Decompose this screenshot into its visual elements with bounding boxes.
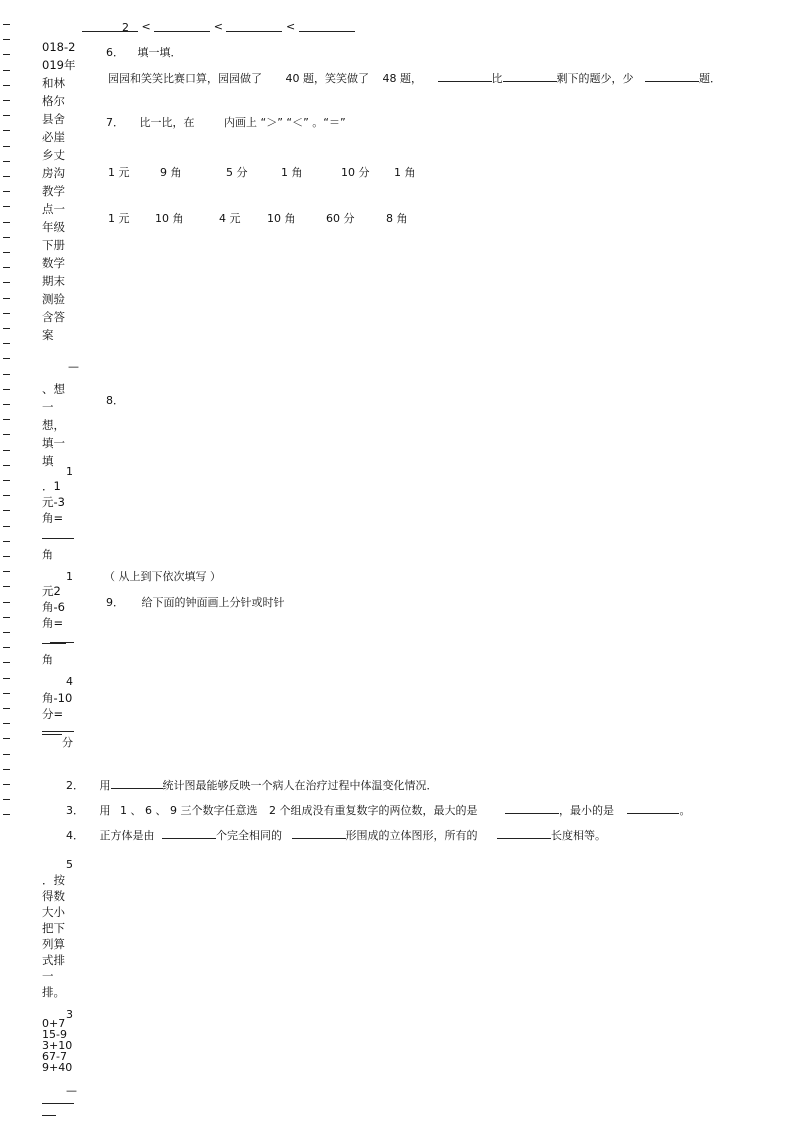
margin-dash (3, 100, 10, 101)
q6-val-b: 48 (382, 72, 397, 85)
q6-text-a: 园园和笑笑比赛口算，园园做了 (108, 72, 262, 85)
margin-dash (3, 541, 10, 542)
q4-blank-1 (162, 827, 216, 839)
margin-dash (3, 222, 10, 223)
q6-blank-1 (438, 70, 492, 82)
margin-dash (3, 343, 10, 344)
q7-cell: 5 分 (226, 166, 248, 179)
margin-dash (3, 328, 10, 329)
margin-dash (3, 298, 10, 299)
margin-dash (3, 586, 10, 587)
q1-c: 角-10分= (42, 691, 73, 721)
margin-dash (3, 662, 10, 663)
q1-a-blank2 (42, 538, 66, 539)
q4-blank-2 (292, 827, 346, 839)
margin-dash (3, 146, 10, 147)
q4-d: 长度相等。 (551, 829, 606, 842)
q5-text: ．按得数大小把下列算式排一排。 (42, 873, 65, 999)
q2-line (66, 777, 438, 793)
q1-c-blank2 (42, 734, 62, 735)
margin-dash (3, 617, 10, 618)
q1-b-blank (50, 631, 74, 643)
margin-dash (3, 252, 10, 253)
q1-b-blank2 (42, 643, 66, 644)
q5-marker2: 3 (66, 1008, 73, 1021)
margin-dash (3, 602, 10, 603)
q6-text-b: 题，笑笑做了 (303, 72, 369, 85)
margin-dash (3, 693, 10, 694)
q5-expr: 3+10 (42, 1039, 73, 1052)
doc-title: 018-2019年和林格尔县舍必崖乡丈房沟教学点一年级下册数学期末测验含答案 (42, 40, 76, 342)
q7-cell: 9 角 (160, 166, 182, 179)
q2-a: 用 (99, 779, 111, 792)
q3-blank-max (505, 802, 559, 814)
q5-expr: 0+7 (42, 1017, 66, 1030)
q1-c-blank (42, 720, 74, 732)
q7-cell: 60 分 (326, 212, 355, 225)
margin-dash (3, 556, 10, 557)
q5-blank (42, 1092, 74, 1104)
margin-dash (3, 24, 10, 25)
q3-d: 个组成没有重复数字的两位数，最大的是 (279, 804, 478, 817)
margin-dash (3, 708, 10, 709)
q1-marker: 1 (66, 465, 73, 478)
q6-blank-3 (645, 70, 699, 82)
section-heading: 、想一想，填一填 (42, 382, 65, 468)
q4-b: 个完全相同的 (216, 829, 282, 842)
margin-dash (3, 784, 10, 785)
q4-c: 形围成的立体图形，所有的 (345, 829, 478, 842)
q5-dash: — (66, 1084, 77, 1097)
q7-header (106, 114, 346, 130)
top-prefix: 2 (122, 21, 129, 34)
margin-dash (3, 115, 10, 116)
top-blank (154, 20, 210, 32)
q1-c-marker: 4 (66, 675, 73, 688)
margin-dash (3, 571, 10, 572)
margin-dash (3, 754, 10, 755)
q6-body (108, 70, 721, 86)
margin-dash (3, 419, 10, 420)
q6-text-f: 题． (699, 72, 721, 85)
q3-e: ，最小的是 (558, 804, 614, 817)
q6-title: 填一填． (137, 46, 182, 59)
q9-num: 9． (106, 596, 124, 609)
margin-dash (3, 176, 10, 177)
q7-cell: 1 角 (394, 166, 416, 179)
q1-a-unit: 角 (42, 548, 53, 561)
margin-dash (3, 404, 10, 405)
lt-sign: < (213, 20, 223, 33)
margin-dash (3, 769, 10, 770)
top-line (82, 20, 355, 35)
q7-cell: 1 元 (108, 212, 130, 225)
q6-blank-2 (503, 70, 557, 82)
q4-line (66, 827, 606, 843)
q6-text-d: 比 (491, 72, 503, 85)
margin-dash (3, 374, 10, 375)
q4-blank-3 (497, 827, 551, 839)
section-dash: — (68, 360, 79, 373)
q5-expr-list (42, 1018, 72, 1073)
lt-sign: < (285, 20, 296, 33)
margin-dash (3, 799, 10, 800)
q3-num: 3． (66, 804, 84, 817)
q1-b: 元2角-6角= (42, 584, 65, 630)
margin-dash (3, 480, 10, 481)
margin-dash (3, 434, 10, 435)
margin-dash (3, 814, 10, 815)
margin-dash (3, 237, 10, 238)
top-blank (82, 20, 138, 32)
top-blank (226, 20, 282, 32)
q8-num: 8． (106, 394, 124, 407)
margin-dash (3, 632, 10, 633)
q3-c: 2 (268, 804, 276, 817)
margin-dash (3, 389, 10, 390)
q1-c-unit: 分 (62, 736, 73, 749)
q3-a: 用 (99, 804, 111, 817)
q4-num: 4． (66, 829, 84, 842)
margin-dash (3, 465, 10, 466)
margin-dash (3, 267, 10, 268)
q6-num: 6． (106, 46, 124, 59)
margin-dash (3, 54, 10, 55)
q2-blank (111, 777, 163, 789)
q7-cell: 10 角 (155, 212, 184, 225)
margin-dash (3, 450, 10, 451)
margin-dash (3, 39, 10, 40)
q1-a: ．1元-3角= (42, 479, 65, 525)
q6-val-a: 40 (285, 72, 300, 85)
q8-note: （ 从上到下依次填写 ） (104, 570, 221, 583)
q9-line (106, 594, 285, 610)
margin-dash (3, 510, 10, 511)
q6-header (106, 44, 182, 60)
q2-b: 统计图最能够反映一个病人在治疗过程中体温变化情况． (162, 779, 438, 792)
q3-b: 三个数字任意选 (180, 804, 258, 817)
q5-expr: 67-7 (42, 1050, 67, 1063)
margin-dash (3, 678, 10, 679)
margin-dash (3, 358, 10, 359)
q7-num: 7． (106, 116, 124, 129)
q4-a: 正方体是由 (99, 829, 155, 842)
margin-dash (3, 130, 10, 131)
q3-blank-min (627, 802, 679, 814)
top-blank (299, 20, 355, 32)
q7-cell: 1 角 (281, 166, 303, 179)
q7-text: 比一比，在 (139, 116, 195, 129)
q5-blank2 (42, 1104, 56, 1116)
margin-dash (3, 161, 10, 162)
q7-cell: 4 元 (219, 212, 241, 225)
margin-dash (3, 526, 10, 527)
margin-dash (3, 191, 10, 192)
q7-text2: 内画上 “＞” “＜” 。“＝” (224, 116, 346, 129)
margin-dash (3, 738, 10, 739)
q1-b-unit: 角 (42, 653, 53, 666)
q7-cell: 8 角 (386, 212, 408, 225)
q5-expr: 9+40 (42, 1061, 73, 1074)
q3-digits: 1 、 6 、 9 (120, 804, 177, 817)
margin-dash (3, 313, 10, 314)
q2-num: 2． (66, 779, 84, 792)
margin-dash (3, 647, 10, 648)
q3-f: 。 (679, 804, 691, 817)
margin-dash (3, 495, 10, 496)
q9-text: 给下面的钟面画上分针或时针 (141, 596, 285, 609)
margin-dash (3, 206, 10, 207)
q6-text-c: 题， (400, 72, 422, 85)
q7-cell: 10 分 (341, 166, 370, 179)
margin-dash (3, 85, 10, 86)
margin-dash (3, 282, 10, 283)
margin-dash (3, 723, 10, 724)
q7-cell: 1 元 (108, 166, 130, 179)
lt-sign: < (141, 20, 151, 33)
q6-text-e: 剩下的题少，少 (556, 72, 634, 85)
q1-b-marker: 1 (66, 570, 73, 583)
margin-dash (3, 70, 10, 71)
q7-cell: 10 角 (267, 212, 296, 225)
q5-marker: 5 (66, 858, 73, 871)
q3-line (66, 802, 690, 818)
q5-expr: 15-9 (42, 1028, 67, 1041)
